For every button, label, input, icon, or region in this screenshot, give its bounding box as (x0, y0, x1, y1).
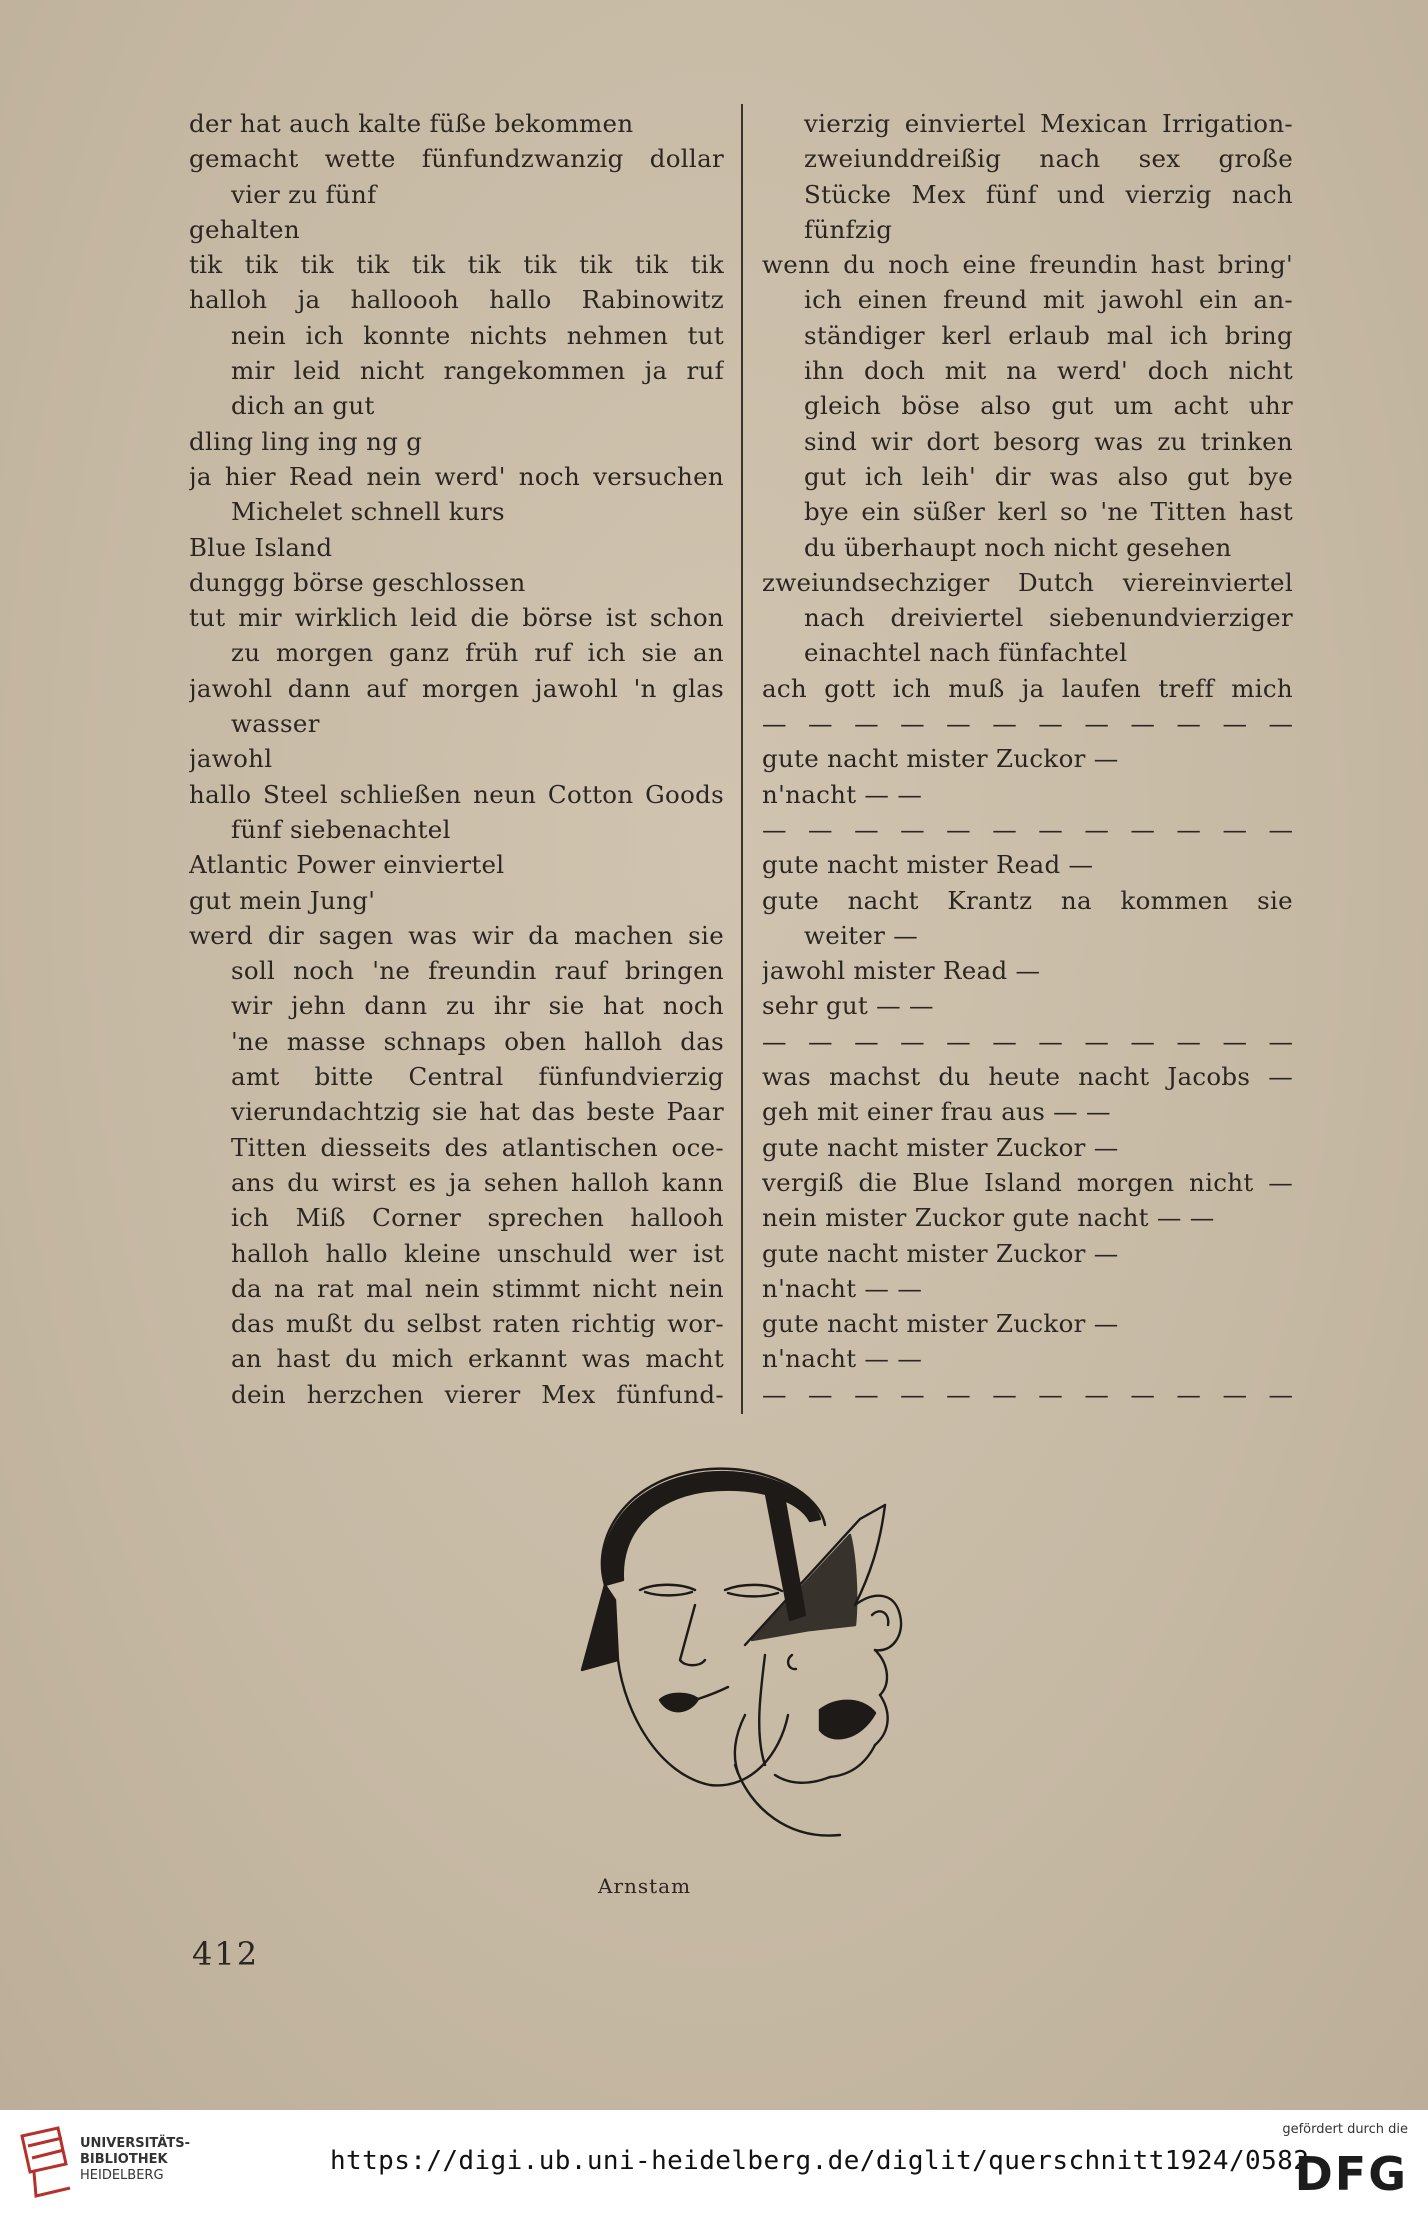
text-line: jawohl (189, 744, 273, 774)
text-line: nein mister Zuckor gute nacht — — (762, 1203, 1215, 1233)
text-line: gut ich leih' dir was also gut bye (804, 461, 1293, 491)
viewer-footer (0, 2110, 1428, 2215)
text-line: — — — — — — — — — — — — (762, 709, 1293, 739)
text-line: — — — — — — — — — — — — (762, 814, 1293, 844)
text-line: Michelet schnell kurs (231, 497, 505, 527)
text-line: tik tik tik tik tik tik tik tik tik tik (189, 250, 724, 280)
text-line: gut mein Jung' (189, 885, 376, 915)
text-line: n'nacht — — (762, 779, 923, 809)
text-line: ich Miß Corner sprechen hallooh (231, 1203, 724, 1233)
funding-note: gefördert durch die (1282, 2122, 1408, 2137)
text-line: wasser (231, 709, 320, 739)
text-line: n'nacht — — (762, 1273, 923, 1303)
column-divider (741, 104, 743, 1414)
text-line: gemacht wette fünfundzwanzig dollar (189, 144, 724, 174)
text-line: gute nacht mister Zuckor — (762, 1132, 1119, 1162)
text-line: gute nacht mister Zuckor — (762, 1309, 1119, 1339)
text-line: tut mir wirklich leid die börse ist schon (189, 603, 724, 633)
text-line: ja hier Read nein werd' noch versuchen (189, 461, 724, 491)
text-line: soll noch 'ne freundin rauf bringen (231, 956, 724, 986)
text-line: ach gott ich muß ja laufen treff mich (762, 673, 1293, 703)
text-line: einachtel nach fünfachtel (804, 638, 1128, 668)
text-line: wir jehn dann zu ihr sie hat noch (231, 991, 724, 1021)
text-line: dling ling ing ng g (189, 426, 423, 456)
text-line: 'ne masse schnaps oben halloh das (231, 1026, 724, 1056)
text-line: nein ich konnte nichts nehmen tut (231, 320, 724, 350)
text-line: weiter — (804, 920, 919, 950)
text-line: jawohl dann auf morgen jawohl 'n glas (189, 673, 724, 703)
text-line: fünf siebenachtel (231, 814, 451, 844)
text-line: ihn doch mit na werd' doch nicht (804, 356, 1293, 386)
artist-signature: Arnstam (598, 1874, 692, 1898)
text-line: fünfzig (804, 214, 893, 244)
page-url-link[interactable]: https://digi.ub.uni-heidelberg.de/diglit/querschnitt1924/0582 (330, 2146, 1310, 2176)
dfg-logo: DFG (1294, 2147, 1408, 2201)
text-line: dunggg börse geschlossen (189, 567, 526, 597)
text-line: ans du wirst es ja sehen halloh kann (231, 1167, 724, 1197)
text-line: das mußt du selbst raten richtig wor- (231, 1309, 724, 1339)
text-line: werd dir sagen was wir da machen sie (189, 920, 724, 950)
text-line: an hast du mich erkannt was macht (231, 1344, 724, 1374)
left-text-column (189, 106, 724, 1412)
text-line: du überhaupt noch nicht gesehen (804, 532, 1232, 562)
text-line: Blue Island (189, 532, 333, 562)
text-line: gleich böse also gut um acht uhr (804, 391, 1293, 421)
text-line: — — — — — — — — — — — — (762, 1026, 1293, 1056)
text-line: dich an gut (231, 391, 375, 421)
text-line: vier zu fünf (231, 179, 377, 209)
library-name: UNIVERSITÄTS- BIBLIOTHEK HEIDELBERG (80, 2136, 190, 2183)
text-line: da na rat mal nein stimmt nicht nein (231, 1273, 724, 1303)
text-line: vierzig einviertel Mexican Irrigation- (804, 109, 1293, 138)
text-line: vierundachtzig sie hat das beste Paar (231, 1097, 724, 1127)
text-line: hallo Steel schließen neun Cotton Goods (189, 779, 724, 809)
text-line: nach dreiviertel siebenundvierziger (804, 603, 1293, 633)
text-line: der hat auch kalte füße bekommen (189, 109, 634, 138)
text-line: Atlantic Power einviertel (189, 850, 505, 880)
right-text-column (762, 106, 1293, 1412)
text-line: gute nacht mister Zuckor — (762, 744, 1119, 774)
text-line: gute nacht Krantz na kommen sie (762, 885, 1293, 915)
text-line: gute nacht mister Read — (762, 850, 1094, 880)
text-line: Titten diesseits des atlantischen oce- (231, 1132, 724, 1162)
text-line: geh mit einer frau aus — — (762, 1097, 1111, 1127)
text-line: ständiger kerl erlaub mal ich bring (804, 320, 1293, 350)
text-line: ich einen freund mit jawohl ein an- (804, 285, 1293, 315)
text-line: was machst du heute nacht Jacobs — (762, 1062, 1293, 1092)
text-line: jawohl mister Read — (762, 956, 1041, 986)
text-line: zu morgen ganz früh ruf ich sie an (231, 638, 724, 668)
text-line: gehalten (189, 214, 300, 244)
text-line: dein herzchen vierer Mex fünfund- (231, 1379, 724, 1409)
text-line: — — — — — — — — — — — — (762, 1379, 1293, 1409)
text-line: n'nacht — — (762, 1344, 923, 1374)
text-line: halloh hallo kleine unschuld wer ist (231, 1238, 724, 1268)
text-line: wenn du noch eine freundin hast bring' (762, 250, 1293, 280)
text-line: Stücke Mex fünf und vierzig nach (804, 179, 1293, 209)
text-line: zweiunddreißig nach sex große (804, 144, 1293, 174)
text-line: halloh ja halloooh hallo Rabinowitz (189, 285, 724, 315)
text-line: sind wir dort besorg was zu trinken (804, 426, 1293, 456)
faces-drawing-icon (520, 1455, 1000, 1935)
text-line: vergiß die Blue Island morgen nicht — (762, 1167, 1293, 1197)
page-number: 412 (192, 1935, 260, 1973)
text-line: zweiundsechziger Dutch viereinviertel (762, 567, 1293, 597)
text-line: gute nacht mister Zuckor — (762, 1238, 1119, 1268)
text-line: bye ein süßer kerl so 'ne Titten hast (804, 497, 1293, 527)
text-line: mir leid nicht rangekommen ja ruf (231, 356, 724, 386)
text-line: sehr gut — — (762, 991, 934, 1021)
text-line: amt bitte Central fünfundvierzig (231, 1062, 724, 1092)
